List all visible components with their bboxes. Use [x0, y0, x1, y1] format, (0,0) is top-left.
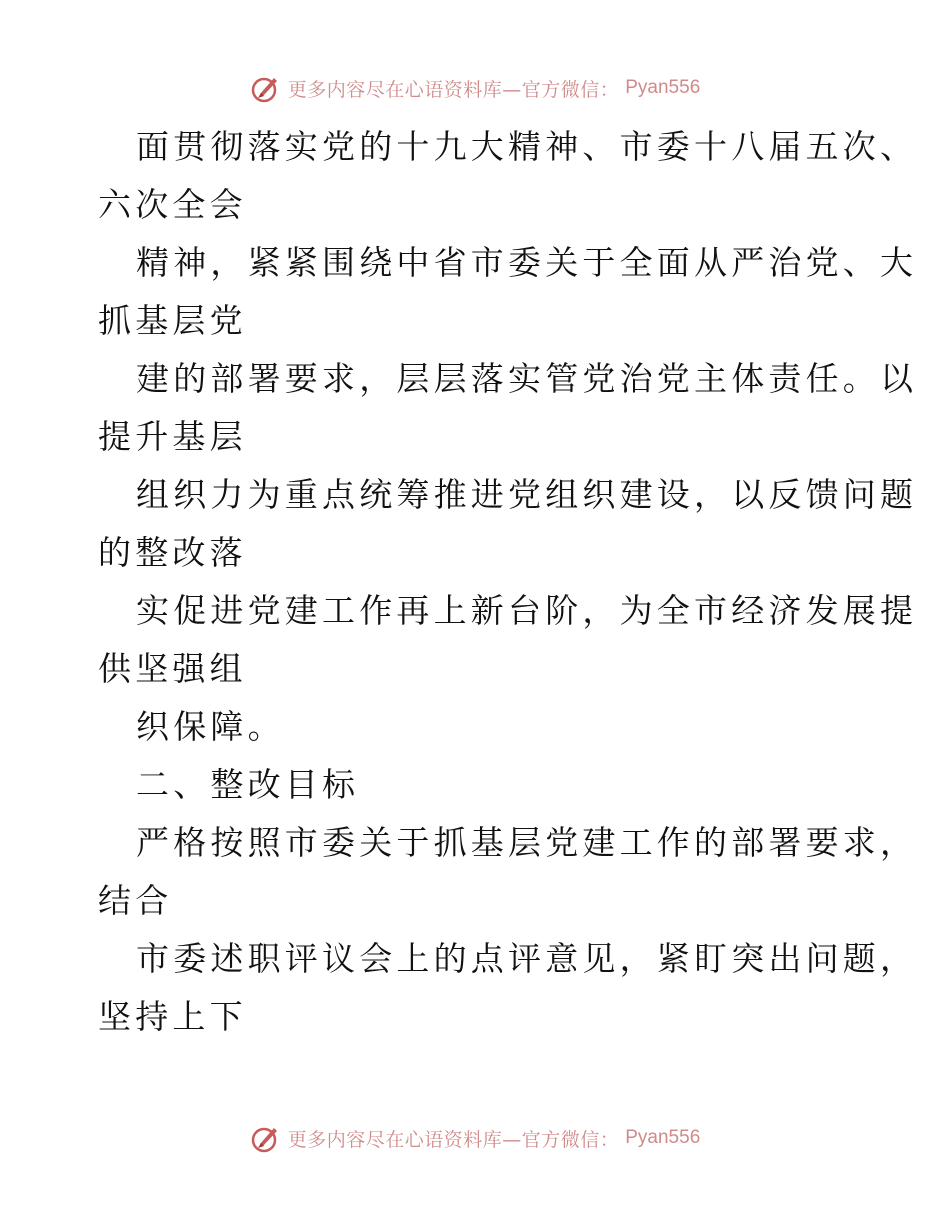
quill-logo-icon — [250, 1122, 282, 1154]
body-line: 织保障。 — [136, 707, 285, 746]
body-line: 坚持上下 — [98, 997, 247, 1036]
body-line: 六次全会 — [98, 185, 247, 224]
body-line: 建的部署要求，层层落实管党治党主体责任。以 — [136, 359, 918, 398]
body-line: 结合 — [98, 881, 173, 920]
body-line: 实促进党建工作再上新台阶，为全市经济发展提 — [136, 591, 918, 630]
header-watermark — [0, 72, 950, 104]
body-line: 抓基层党 — [98, 301, 247, 340]
body-line: 供坚强组 — [98, 649, 247, 688]
watermark-text: 更多内容尽在心语资料库—官方微信： — [287, 1128, 620, 1151]
body-line: 组织力为重点统筹推进党组织建设，以反馈问题 — [136, 475, 918, 514]
document-body — [98, 118, 918, 1046]
body-line: 严格按照市委关于抓基层党建工作的部署要求， — [136, 823, 918, 862]
watermark-id: Pyan556 — [625, 77, 701, 98]
body-line: 面贯彻落实党的十九大精神、市委十八届五次、 — [136, 127, 918, 166]
body-line: 精神，紧紧围绕中省市委关于全面从严治党、大 — [136, 243, 918, 282]
quill-logo-icon — [250, 72, 282, 104]
footer-watermark — [0, 1122, 950, 1154]
watermark-text: 更多内容尽在心语资料库—官方微信： — [287, 78, 620, 101]
body-line: 的整改落 — [98, 533, 247, 572]
watermark-id: Pyan556 — [625, 1127, 701, 1148]
section-heading: 二、整改目标 — [136, 765, 360, 804]
body-line: 市委述职评议会上的点评意见，紧盯突出问题， — [136, 939, 918, 978]
body-line: 提升基层 — [98, 417, 247, 456]
